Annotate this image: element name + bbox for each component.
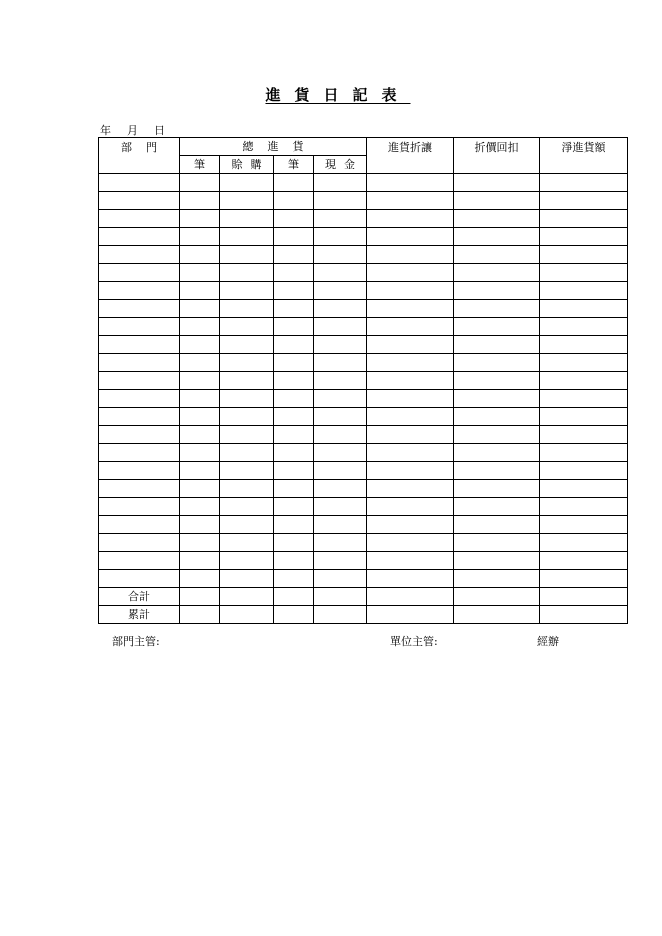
table-row bbox=[99, 498, 628, 516]
table-cell[interactable] bbox=[454, 318, 540, 336]
table-cell[interactable] bbox=[454, 300, 540, 318]
table-cell[interactable] bbox=[454, 444, 540, 462]
table-cell[interactable] bbox=[540, 480, 628, 498]
table-cell[interactable] bbox=[540, 228, 628, 246]
summary-row-label: 累計 bbox=[99, 606, 180, 624]
table-cell[interactable] bbox=[220, 570, 274, 588]
header-credit-purchase: 賒購 bbox=[220, 156, 274, 174]
table-row bbox=[99, 282, 628, 300]
table-row bbox=[99, 336, 628, 354]
table-cell[interactable] bbox=[220, 606, 274, 624]
table-cell[interactable] bbox=[454, 210, 540, 228]
table-cell[interactable] bbox=[220, 246, 274, 264]
table-cell[interactable] bbox=[314, 174, 367, 192]
table-cell[interactable] bbox=[99, 300, 180, 318]
summary-row-label: 合計 bbox=[99, 588, 180, 606]
table-cell[interactable] bbox=[454, 480, 540, 498]
table-cell[interactable] bbox=[220, 552, 274, 570]
header-total-purchase: 總進貨 bbox=[180, 138, 367, 156]
table-cell[interactable] bbox=[367, 282, 454, 300]
table-cell[interactable] bbox=[180, 228, 220, 246]
table-cell[interactable] bbox=[314, 462, 367, 480]
table-cell[interactable] bbox=[274, 174, 314, 192]
table-cell[interactable] bbox=[99, 318, 180, 336]
table-cell[interactable] bbox=[367, 498, 454, 516]
table-cell[interactable] bbox=[454, 534, 540, 552]
table-row bbox=[99, 318, 628, 336]
table-cell[interactable] bbox=[180, 552, 220, 570]
table-row bbox=[99, 552, 628, 570]
table-cell[interactable] bbox=[540, 588, 628, 606]
table-cell[interactable] bbox=[367, 534, 454, 552]
table-cell[interactable] bbox=[540, 408, 628, 426]
table-row bbox=[99, 516, 628, 534]
table-cell[interactable] bbox=[454, 588, 540, 606]
table-cell[interactable] bbox=[274, 390, 314, 408]
table-cell[interactable] bbox=[314, 426, 367, 444]
header-rebate: 折價回扣 bbox=[454, 138, 540, 174]
table-cell[interactable] bbox=[274, 552, 314, 570]
table-cell[interactable] bbox=[180, 264, 220, 282]
table-row bbox=[99, 192, 628, 210]
table-cell[interactable] bbox=[367, 300, 454, 318]
table-row bbox=[99, 408, 628, 426]
table-cell[interactable] bbox=[274, 354, 314, 372]
table-cell[interactable] bbox=[454, 516, 540, 534]
table-cell[interactable] bbox=[220, 408, 274, 426]
table-cell[interactable] bbox=[180, 336, 220, 354]
table-cell[interactable] bbox=[314, 552, 367, 570]
table-cell[interactable] bbox=[367, 246, 454, 264]
header-net-purchase: 淨進貨額 bbox=[540, 138, 628, 174]
table-row bbox=[99, 390, 628, 408]
table-cell[interactable] bbox=[314, 300, 367, 318]
table-cell[interactable] bbox=[540, 444, 628, 462]
table-cell[interactable] bbox=[99, 552, 180, 570]
table-cell[interactable] bbox=[454, 246, 540, 264]
header-discount: 進貨折讓 bbox=[367, 138, 454, 174]
form-title: 進貨日記表 bbox=[265, 86, 411, 104]
unit-head-label: 單位主管: bbox=[390, 635, 438, 648]
table-cell[interactable] bbox=[274, 264, 314, 282]
table-cell[interactable] bbox=[180, 192, 220, 210]
table-cell[interactable] bbox=[274, 498, 314, 516]
table-cell[interactable] bbox=[314, 588, 367, 606]
table-cell[interactable] bbox=[540, 336, 628, 354]
table-cell[interactable] bbox=[180, 300, 220, 318]
table-cell[interactable] bbox=[99, 174, 180, 192]
table-cell[interactable] bbox=[220, 390, 274, 408]
table-cell[interactable] bbox=[454, 192, 540, 210]
table-cell[interactable] bbox=[220, 318, 274, 336]
table-cell[interactable] bbox=[99, 498, 180, 516]
table-cell[interactable] bbox=[220, 534, 274, 552]
table-row bbox=[99, 228, 628, 246]
table-cell[interactable] bbox=[274, 588, 314, 606]
table-cell[interactable] bbox=[220, 282, 274, 300]
table-cell[interactable] bbox=[274, 318, 314, 336]
table-cell[interactable] bbox=[540, 606, 628, 624]
table-cell[interactable] bbox=[314, 264, 367, 282]
table-cell[interactable] bbox=[454, 408, 540, 426]
table-cell[interactable] bbox=[180, 390, 220, 408]
table-cell[interactable] bbox=[314, 516, 367, 534]
table-row bbox=[99, 480, 628, 498]
table-cell[interactable] bbox=[314, 372, 367, 390]
table-cell[interactable] bbox=[180, 246, 220, 264]
table-cell[interactable] bbox=[540, 210, 628, 228]
table-cell[interactable] bbox=[314, 354, 367, 372]
table-cell[interactable] bbox=[314, 480, 367, 498]
table-cell[interactable] bbox=[454, 174, 540, 192]
table-cell[interactable] bbox=[220, 354, 274, 372]
table-cell[interactable] bbox=[180, 498, 220, 516]
table-row bbox=[99, 534, 628, 552]
table-cell[interactable] bbox=[367, 480, 454, 498]
table-cell[interactable] bbox=[274, 192, 314, 210]
handler-label: 經辦 bbox=[537, 635, 559, 648]
table-cell[interactable] bbox=[540, 516, 628, 534]
header-count-credit: 筆 bbox=[180, 156, 220, 174]
table-cell[interactable] bbox=[540, 372, 628, 390]
ledger-body bbox=[99, 174, 628, 624]
table-cell[interactable] bbox=[274, 408, 314, 426]
table-cell[interactable] bbox=[274, 516, 314, 534]
table-cell[interactable] bbox=[99, 228, 180, 246]
table-cell[interactable] bbox=[367, 462, 454, 480]
table-cell[interactable] bbox=[99, 408, 180, 426]
table-cell[interactable] bbox=[454, 354, 540, 372]
table-cell[interactable] bbox=[99, 516, 180, 534]
table-cell[interactable] bbox=[220, 336, 274, 354]
table-row bbox=[99, 264, 628, 282]
table-row bbox=[99, 354, 628, 372]
table-cell[interactable] bbox=[180, 372, 220, 390]
table-cell[interactable] bbox=[220, 480, 274, 498]
table-cell[interactable] bbox=[99, 444, 180, 462]
table-cell[interactable] bbox=[220, 516, 274, 534]
table-cell[interactable] bbox=[454, 228, 540, 246]
table-cell[interactable] bbox=[180, 462, 220, 480]
table-cell[interactable] bbox=[367, 390, 454, 408]
table-cell[interactable] bbox=[220, 462, 274, 480]
table-cell[interactable] bbox=[220, 174, 274, 192]
table-cell[interactable] bbox=[99, 480, 180, 498]
table-cell[interactable] bbox=[99, 192, 180, 210]
table-cell[interactable] bbox=[540, 264, 628, 282]
table-cell[interactable] bbox=[367, 228, 454, 246]
table-cell[interactable] bbox=[540, 192, 628, 210]
table-cell[interactable] bbox=[180, 444, 220, 462]
table-cell[interactable] bbox=[367, 426, 454, 444]
table-cell[interactable] bbox=[99, 462, 180, 480]
table-cell[interactable] bbox=[99, 336, 180, 354]
table-cell[interactable] bbox=[314, 570, 367, 588]
table-cell[interactable] bbox=[99, 570, 180, 588]
table-cell[interactable] bbox=[314, 318, 367, 336]
table-cell[interactable] bbox=[220, 210, 274, 228]
table-row bbox=[99, 174, 628, 192]
table-cell[interactable] bbox=[454, 372, 540, 390]
table-cell[interactable] bbox=[454, 570, 540, 588]
table-cell[interactable] bbox=[99, 246, 180, 264]
table-cell[interactable] bbox=[454, 264, 540, 282]
table-cell[interactable] bbox=[540, 318, 628, 336]
table-cell[interactable] bbox=[274, 462, 314, 480]
table-cell[interactable] bbox=[180, 480, 220, 498]
table-cell[interactable] bbox=[99, 372, 180, 390]
table-cell[interactable] bbox=[540, 426, 628, 444]
table-cell[interactable] bbox=[314, 228, 367, 246]
table-cell[interactable] bbox=[540, 354, 628, 372]
table-cell[interactable] bbox=[220, 426, 274, 444]
table-cell[interactable] bbox=[314, 390, 367, 408]
table-cell[interactable] bbox=[314, 534, 367, 552]
table-cell[interactable] bbox=[367, 336, 454, 354]
table-cell[interactable] bbox=[180, 426, 220, 444]
table-cell[interactable] bbox=[274, 372, 314, 390]
table-cell[interactable] bbox=[454, 282, 540, 300]
date-line bbox=[100, 122, 165, 138]
table-cell[interactable] bbox=[274, 228, 314, 246]
table-cell[interactable] bbox=[314, 336, 367, 354]
table-row bbox=[99, 426, 628, 444]
table-cell[interactable] bbox=[274, 210, 314, 228]
table-cell[interactable] bbox=[540, 570, 628, 588]
table-cell[interactable] bbox=[540, 390, 628, 408]
table-cell[interactable] bbox=[99, 264, 180, 282]
table-cell[interactable] bbox=[220, 498, 274, 516]
dept-head-label: 部門主管: bbox=[112, 635, 160, 648]
table-cell[interactable] bbox=[540, 246, 628, 264]
table-cell[interactable] bbox=[367, 570, 454, 588]
table-cell[interactable] bbox=[367, 264, 454, 282]
table-cell[interactable] bbox=[180, 210, 220, 228]
table-cell[interactable] bbox=[99, 390, 180, 408]
table-cell[interactable] bbox=[540, 462, 628, 480]
table-row bbox=[99, 300, 628, 318]
table-cell[interactable] bbox=[274, 282, 314, 300]
header-count-cash: 筆 bbox=[274, 156, 314, 174]
table-cell[interactable] bbox=[540, 282, 628, 300]
table-cell[interactable] bbox=[220, 300, 274, 318]
table-cell[interactable] bbox=[220, 444, 274, 462]
table-cell[interactable] bbox=[274, 444, 314, 462]
table-cell[interactable] bbox=[99, 426, 180, 444]
table-cell[interactable] bbox=[180, 534, 220, 552]
table-cell[interactable] bbox=[274, 336, 314, 354]
table-cell[interactable] bbox=[99, 354, 180, 372]
table-cell[interactable] bbox=[367, 408, 454, 426]
date-year-label: 年 bbox=[100, 124, 111, 137]
table-cell[interactable] bbox=[180, 606, 220, 624]
table-cell[interactable] bbox=[454, 426, 540, 444]
table-cell[interactable] bbox=[274, 534, 314, 552]
table-cell[interactable] bbox=[314, 210, 367, 228]
table-cell[interactable] bbox=[180, 588, 220, 606]
table-cell[interactable] bbox=[220, 372, 274, 390]
table-cell[interactable] bbox=[367, 444, 454, 462]
table-cell[interactable] bbox=[274, 426, 314, 444]
table-cell[interactable] bbox=[367, 318, 454, 336]
header-department: 部門 bbox=[99, 138, 180, 174]
table-cell[interactable] bbox=[540, 552, 628, 570]
table-cell[interactable] bbox=[540, 534, 628, 552]
table-cell[interactable] bbox=[274, 480, 314, 498]
table-cell[interactable] bbox=[367, 552, 454, 570]
table-row bbox=[99, 372, 628, 390]
table-cell[interactable] bbox=[367, 372, 454, 390]
table-cell[interactable] bbox=[454, 606, 540, 624]
table-cell[interactable] bbox=[540, 300, 628, 318]
date-month-label: 月 bbox=[127, 124, 138, 137]
table-cell[interactable] bbox=[220, 264, 274, 282]
table-cell[interactable] bbox=[180, 354, 220, 372]
table-cell[interactable] bbox=[180, 570, 220, 588]
table-cell[interactable] bbox=[314, 444, 367, 462]
table-cell[interactable] bbox=[180, 318, 220, 336]
table-cell[interactable] bbox=[540, 498, 628, 516]
table-cell[interactable] bbox=[180, 174, 220, 192]
table-cell[interactable] bbox=[314, 606, 367, 624]
table-cell[interactable] bbox=[99, 534, 180, 552]
table-cell[interactable] bbox=[454, 462, 540, 480]
table-cell[interactable] bbox=[99, 282, 180, 300]
table-cell[interactable] bbox=[274, 606, 314, 624]
table-cell[interactable] bbox=[314, 246, 367, 264]
table-cell[interactable] bbox=[454, 336, 540, 354]
table-row bbox=[99, 210, 628, 228]
header-cash: 現金 bbox=[314, 156, 367, 174]
table-cell[interactable] bbox=[274, 246, 314, 264]
table-cell[interactable] bbox=[220, 228, 274, 246]
table-cell[interactable] bbox=[454, 390, 540, 408]
table-cell[interactable] bbox=[314, 498, 367, 516]
table-cell[interactable] bbox=[454, 498, 540, 516]
table-cell[interactable] bbox=[99, 210, 180, 228]
table-cell[interactable] bbox=[180, 282, 220, 300]
table-row bbox=[99, 570, 628, 588]
table-cell[interactable] bbox=[367, 588, 454, 606]
purchase-ledger-table bbox=[98, 137, 628, 624]
table-cell[interactable] bbox=[180, 408, 220, 426]
table-row bbox=[99, 462, 628, 480]
table-cell[interactable] bbox=[367, 192, 454, 210]
table-cell[interactable] bbox=[274, 300, 314, 318]
table-cell[interactable] bbox=[314, 282, 367, 300]
table-cell[interactable] bbox=[367, 606, 454, 624]
table-cell[interactable] bbox=[314, 408, 367, 426]
table-cell[interactable] bbox=[367, 210, 454, 228]
date-day-label: 日 bbox=[154, 124, 165, 137]
table-cell[interactable] bbox=[367, 354, 454, 372]
table-cell[interactable] bbox=[454, 552, 540, 570]
table-cell[interactable] bbox=[274, 570, 314, 588]
table-cell[interactable] bbox=[367, 174, 454, 192]
table-row bbox=[99, 444, 628, 462]
table-cell[interactable] bbox=[540, 174, 628, 192]
table-cell[interactable] bbox=[367, 516, 454, 534]
table-cell[interactable] bbox=[180, 516, 220, 534]
summary-row bbox=[99, 588, 628, 606]
table-cell[interactable] bbox=[220, 588, 274, 606]
table-cell[interactable] bbox=[220, 192, 274, 210]
table-cell[interactable] bbox=[314, 192, 367, 210]
table-row bbox=[99, 246, 628, 264]
summary-row bbox=[99, 606, 628, 624]
